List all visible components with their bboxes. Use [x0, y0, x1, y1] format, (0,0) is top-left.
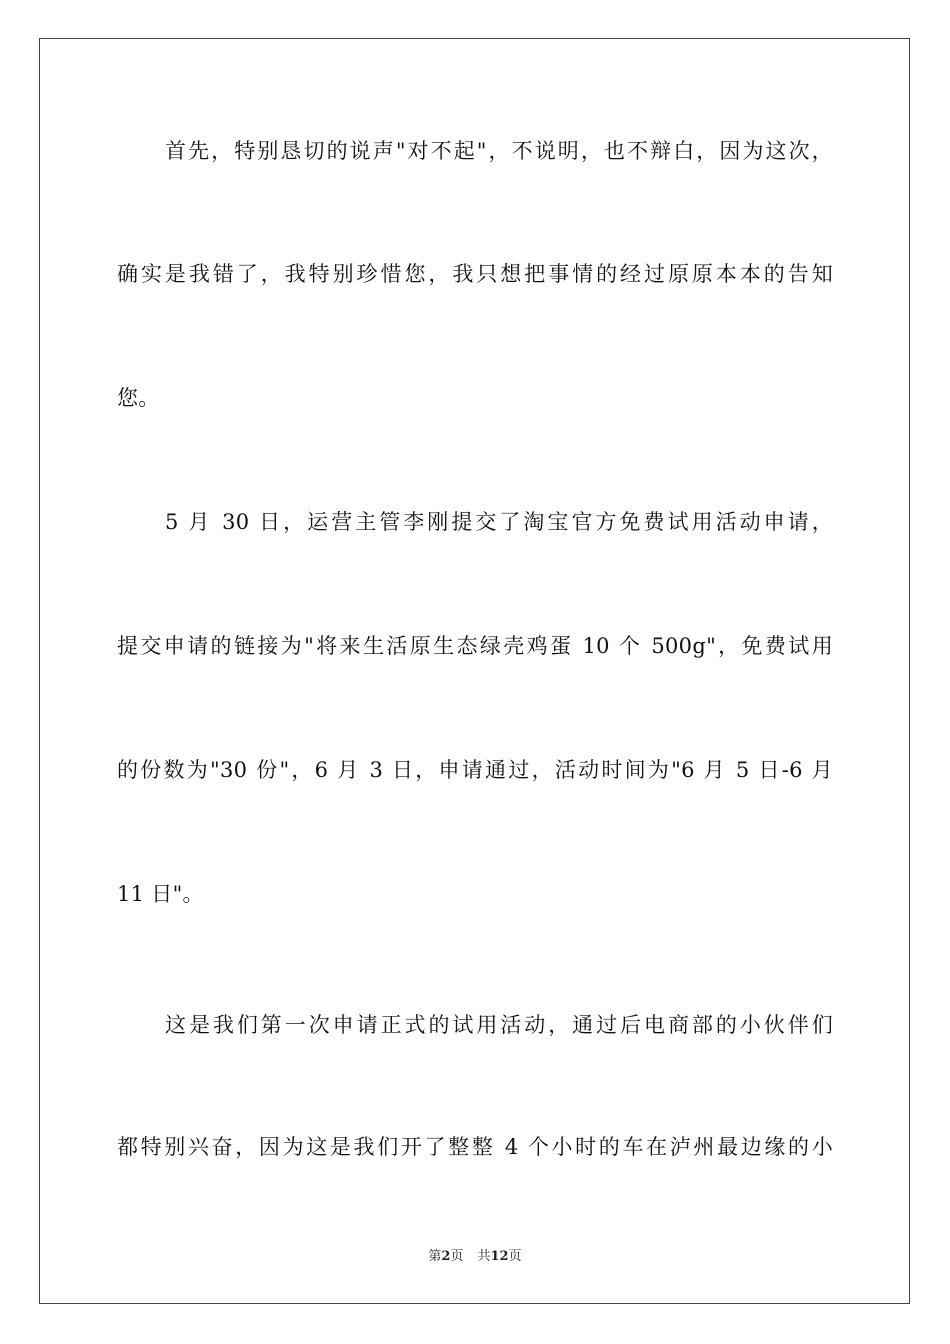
text-line-3: 您。	[117, 386, 160, 410]
text-line-1: 首先，特别恳切的说声"对不起"，不说明，也不辩白，因为这次，	[165, 139, 833, 163]
total-suffix: 页	[508, 1249, 522, 1264]
text-line-5: 提交申请的链接为"将来生活原生态绿壳鸡蛋 10 个 500g"，免费试用	[117, 634, 833, 658]
page-suffix: 页	[450, 1249, 464, 1264]
text-line-4: 5 月 30 日，运营主管李刚提交了淘宝官方免费试用活动申请，	[165, 510, 833, 534]
total-pages: 12	[490, 1249, 509, 1264]
page-prefix: 第	[428, 1249, 442, 1264]
page-footer	[0, 1248, 950, 1266]
page-number: 2	[441, 1249, 451, 1264]
total-prefix: 共	[477, 1249, 491, 1264]
text-line-6: 的份数为"30 份"，6 月 3 日，申请通过，活动时间为"6 月 5 日-6 月	[117, 758, 833, 782]
text-line-2: 确实是我错了，我特别珍惜您，我只想把事情的经过原原本本的告知	[117, 262, 833, 286]
page-border	[39, 38, 910, 1304]
text-line-8: 这是我们第一次申请正式的试用活动，通过后电商部的小伙伴们	[165, 1013, 833, 1037]
text-line-7: 11 日"。	[117, 882, 204, 906]
text-line-9: 都特别兴奋，因为这是我们开了整整 4 个小时的车在泸州最边缘的小	[117, 1135, 833, 1159]
